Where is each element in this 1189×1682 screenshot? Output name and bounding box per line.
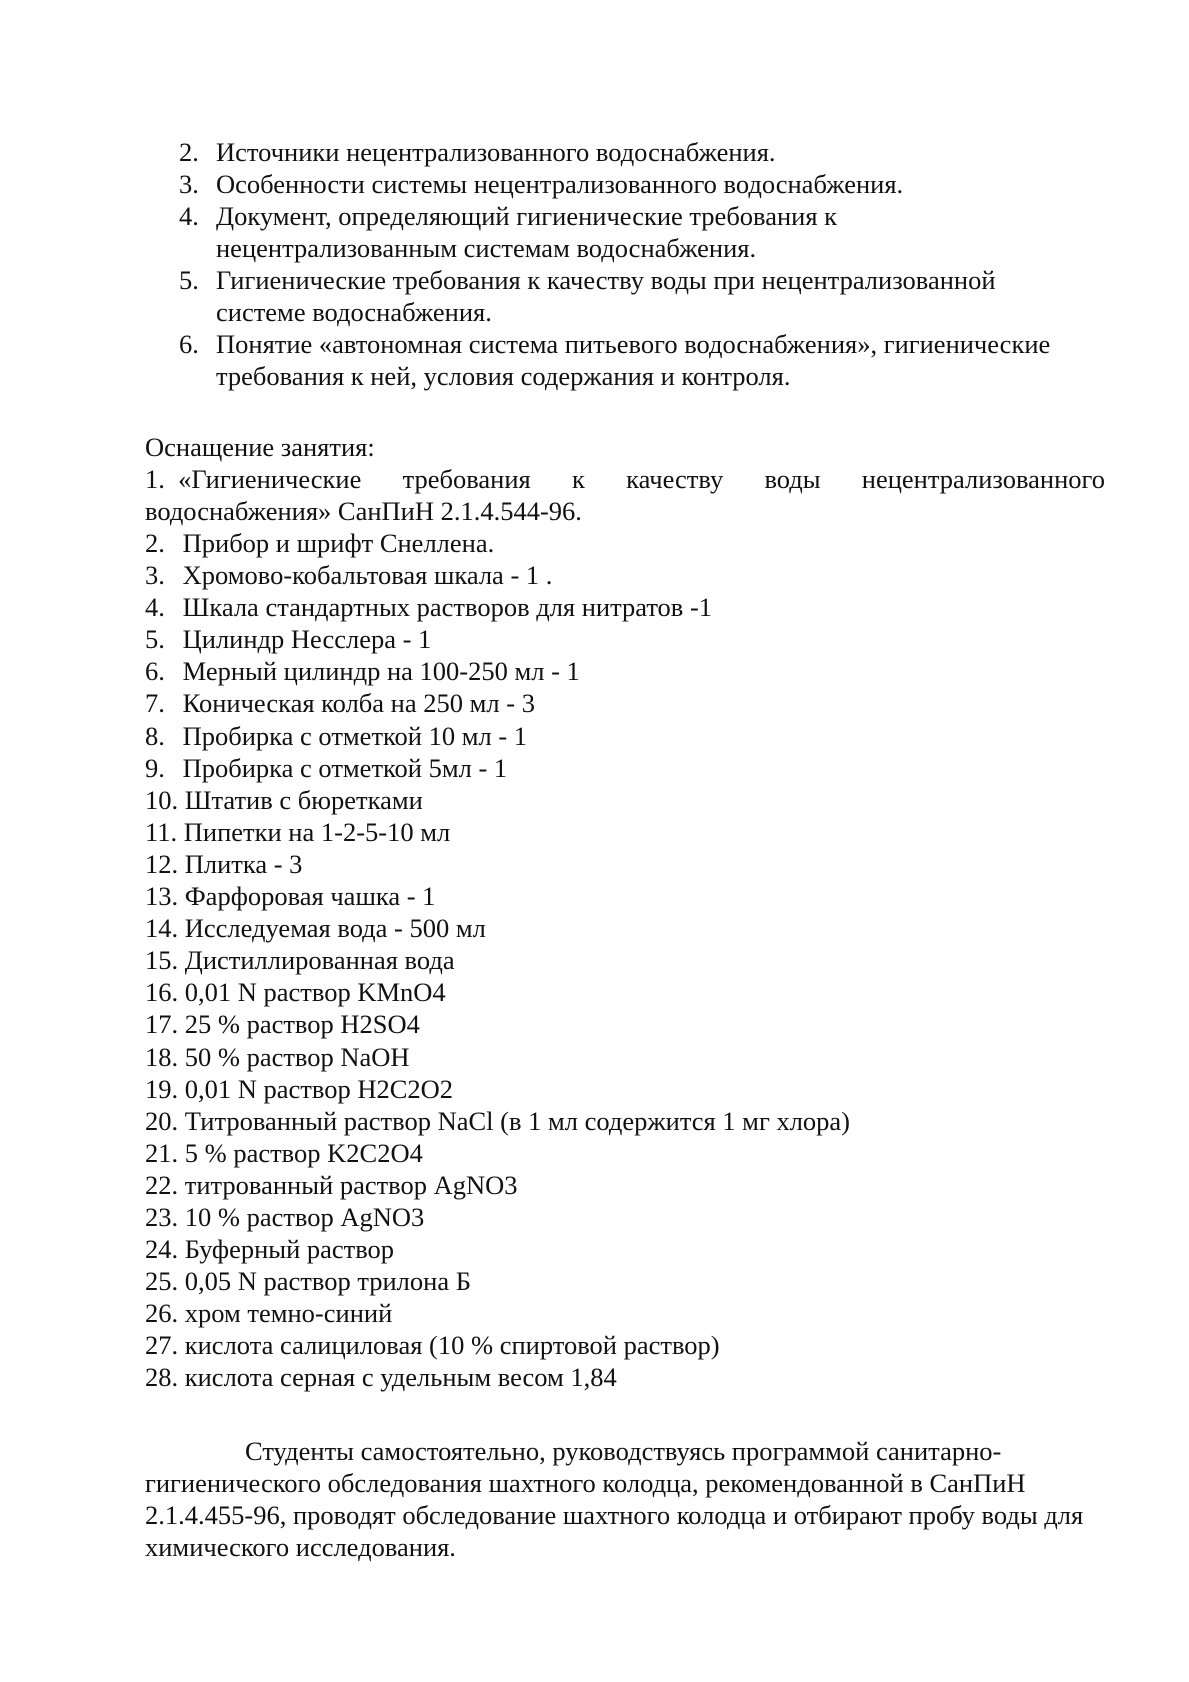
question-text: Документ, определяющий гигиенические требования к нецентрализованным системам водоснабжения. [216, 201, 838, 263]
equipment-item [145, 527, 1105, 559]
equipment-item [145, 1073, 1105, 1105]
equipment-text: 25 % раствор H2SO4 [184, 1009, 420, 1040]
question-number: 2. [179, 137, 199, 167]
equipment-item [145, 816, 1105, 848]
equipment-number: 23. [145, 1201, 179, 1232]
equipment-item [145, 1201, 1105, 1233]
equipment-number: 9. [145, 752, 165, 783]
equipment-number: 26. [145, 1298, 179, 1329]
question-text: Понятие «автономная система питьевого водоснабжения», гигиенические требования к ней, условия содержания и контроля. [216, 329, 1051, 391]
equipment-number: 19. [145, 1073, 179, 1104]
question-item [175, 328, 1105, 392]
equipment-text: хром темно-синий [184, 1298, 393, 1329]
question-text: Особенности системы нецентрализованного водоснабжения. [216, 169, 904, 199]
equipment-text: Коническая колба на 250 мл - 3 [182, 688, 535, 719]
equipment-title: Оснащение занятия: [145, 432, 375, 462]
equipment-list [145, 463, 1105, 1394]
question-number: 6. [179, 329, 199, 359]
equipment-number: 16. [145, 977, 179, 1008]
closing-paragraph: Студенты самостоятельно, руководствуясь программой санитарно-гигиенического обследования шахтного колодца, рекомендованной в СанПиН 2.1.4.455-96, проводят обследование шахтного колодца и отбирают пробу воды для химического исследования. [145, 1436, 1084, 1562]
equipment-number: 15. [145, 945, 179, 976]
equipment-rest [145, 527, 1105, 1394]
equipment-text: Хромово-кобальтовая шкала - 1 . [182, 560, 553, 591]
equipment-item [145, 912, 1105, 944]
equipment-item-line1 [145, 463, 1105, 495]
equipment-number: 14. [145, 913, 179, 944]
equipment-item [145, 1041, 1105, 1073]
equipment-text: Шкала стандартных растворов для нитратов -1 [182, 592, 713, 623]
equipment-text: 0,01 N раствор KMnO4 [184, 977, 446, 1008]
equipment-text: 50 % раствор NaOH [184, 1041, 410, 1072]
equipment-text: Буферный раствор [184, 1234, 395, 1265]
equipment-number: 20. [145, 1105, 179, 1136]
equipment-number: 24. [145, 1234, 179, 1265]
equipment-item [145, 623, 1105, 655]
question-item [175, 136, 1105, 168]
equipment-text: Пробирка с отметкой 5мл - 1 [182, 752, 508, 783]
equipment-text: кислота салициловая (10 % спиртовой раствор) [184, 1330, 720, 1361]
equipment-item [145, 463, 1105, 527]
question-item [175, 168, 1105, 200]
equipment-number: 18. [145, 1041, 179, 1072]
equipment-item [145, 687, 1105, 719]
equipment-number: 27. [145, 1330, 179, 1361]
equipment-item [145, 655, 1105, 687]
equipment-text: Прибор и шрифт Снеллена. [182, 528, 495, 558]
equipment-text: Плитка - 3 [184, 848, 303, 879]
equipment-number: 11. [145, 816, 178, 847]
question-item [175, 200, 1105, 264]
equipment-text: Фарфоровая чашка - 1 [184, 881, 436, 912]
equipment-item [145, 1008, 1105, 1040]
equipment-number: 25. [145, 1266, 179, 1297]
equipment-word: нецентрализованного [861, 464, 1105, 494]
question-number: 5. [179, 265, 199, 295]
equipment-number: 6. [145, 656, 165, 687]
equipment-word: качеству [626, 464, 724, 494]
equipment-item [145, 944, 1105, 976]
equipment-item [145, 752, 1105, 784]
equipment-item [145, 1233, 1105, 1265]
equipment-text: Штатив с бюретками [184, 784, 423, 815]
equipment-item [145, 1361, 1105, 1393]
question-text: Гигиенические требования к качеству воды при нецентрализованной системе водоснабжения. [216, 265, 996, 327]
equipment-number: 4. [145, 592, 165, 623]
equipment-word: к [571, 464, 585, 494]
equipment-item [145, 559, 1105, 591]
equipment-text: Исследуемая вода - 500 мл [184, 913, 486, 944]
question-number: 4. [179, 201, 199, 231]
equipment-number: 10. [145, 784, 179, 815]
equipment-number: 21. [145, 1137, 179, 1168]
equipment-text: Дистиллированная вода [184, 945, 455, 976]
question-text: Источники нецентрализованного водоснабжения. [216, 137, 776, 167]
equipment-number: 17. [145, 1009, 179, 1040]
equipment-number: 22. [145, 1169, 179, 1200]
equipment-item [145, 591, 1105, 623]
equipment-item [145, 1169, 1105, 1201]
question-list [175, 136, 1105, 392]
equipment-text: 10 % раствор AgNO3 [184, 1201, 425, 1232]
equipment-item [145, 1329, 1105, 1361]
equipment-item [145, 1137, 1105, 1169]
equipment-number: 1. «Гигиенические [145, 464, 362, 494]
equipment-item [145, 1297, 1105, 1329]
equipment-word: требования [402, 464, 531, 494]
equipment-text: титрованный раствор AgNO3 [184, 1169, 518, 1200]
equipment-number: 7. [145, 688, 165, 719]
equipment-text: Пробирка с отметкой 10 мл - 1 [182, 720, 528, 751]
equipment-text: Пипетки на 1-2-5-10 мл [183, 816, 451, 847]
question-number: 3. [179, 169, 199, 199]
equipment-item [145, 1265, 1105, 1297]
equipment-number: 8. [145, 720, 165, 751]
equipment-number: 12. [145, 848, 179, 879]
equipment-word: воды [764, 464, 821, 494]
equipment-text: кислота серная с удельным весом 1,84 [184, 1362, 617, 1393]
equipment-text: Титрованный раствор NaCl (в 1 мл содержится 1 мг хлора) [184, 1105, 851, 1136]
equipment-text: 0,01 N раствор H2C2O2 [184, 1073, 454, 1104]
equipment-item [145, 1105, 1105, 1137]
equipment-text: 5 % раствор K2C2O4 [184, 1137, 423, 1168]
equipment-number: 3. [145, 560, 165, 591]
question-item [175, 264, 1105, 328]
equipment-number: 28. [145, 1362, 179, 1393]
equipment-item [145, 720, 1105, 752]
equipment-text: Цилиндр Несслера - 1 [182, 624, 432, 655]
equipment-item [145, 848, 1105, 880]
equipment-item-line2: водоснабжения» СанПиН 2.1.4.544-96. [145, 496, 582, 526]
equipment-item [145, 976, 1105, 1008]
equipment-item [145, 880, 1105, 912]
equipment-text: 0,05 N раствор трилона Б [184, 1266, 471, 1297]
equipment-number: 13. [145, 881, 179, 912]
equipment-text: Мерный цилиндр на 100-250 мл - 1 [182, 656, 580, 687]
equipment-number: 5. [145, 624, 165, 655]
equipment-item [145, 784, 1105, 816]
equipment-number: 2. [145, 528, 165, 558]
